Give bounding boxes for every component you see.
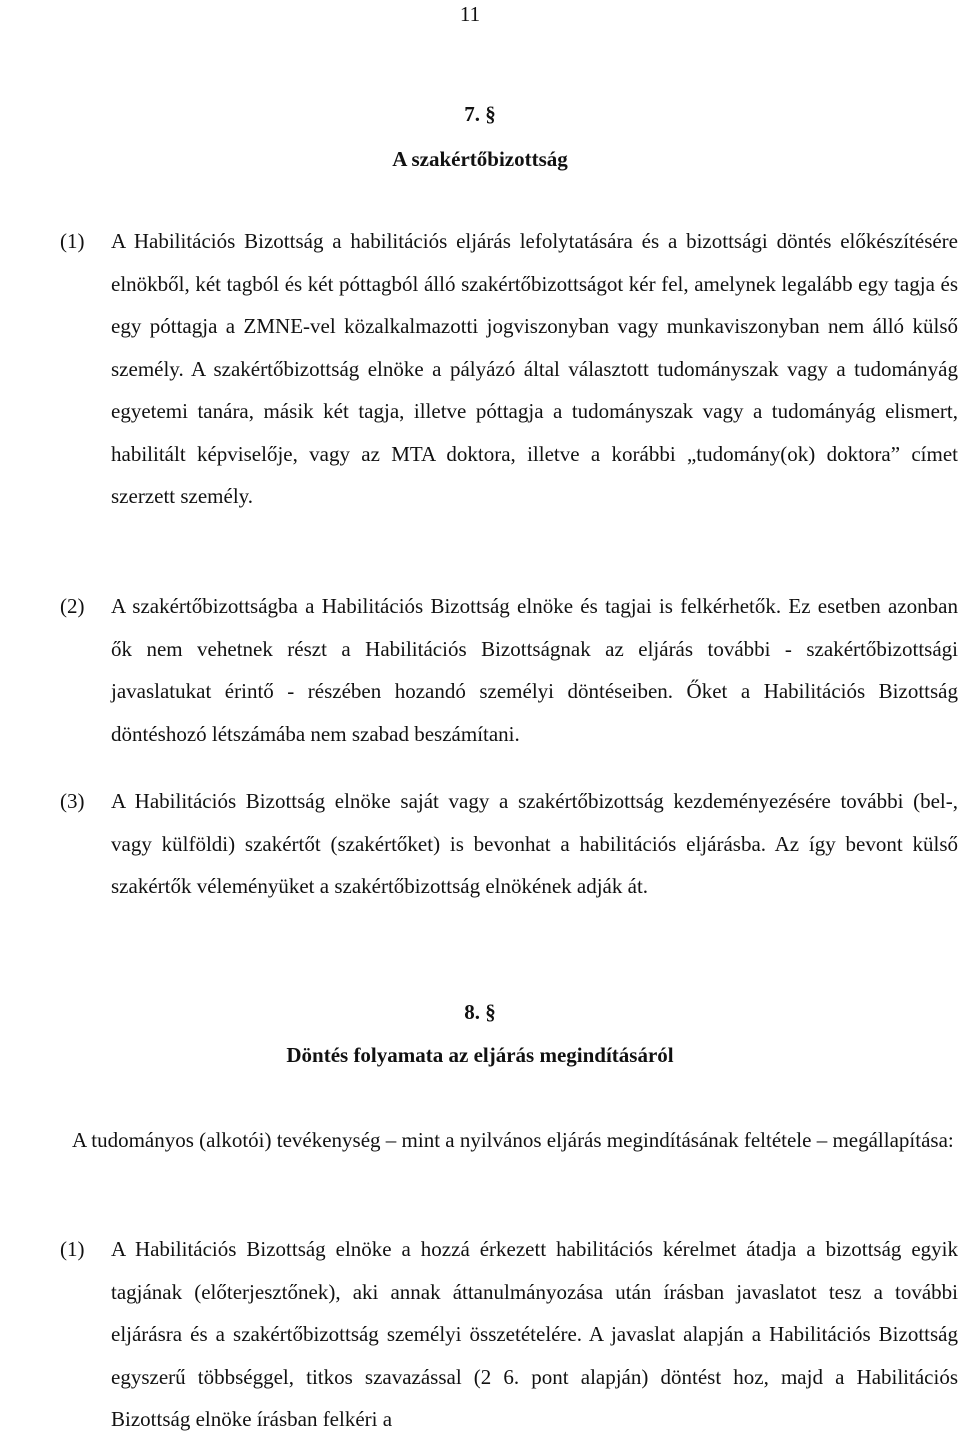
- section-7-paragraph-1: [60, 220, 958, 518]
- paragraph-number: (2): [60, 594, 85, 618]
- section-7-number: 7. §: [464, 102, 496, 126]
- section-7-paragraph-3: [60, 780, 958, 908]
- paragraph-text: A Habilitációs Bizottság a habilitációs eljárás lefolytatására és a bizottsági döntés előkészítésére elnökből, két tagból és két póttagból álló szakértőbizottságot kér fel, amelynek legalább egy tagja és egy póttagja a ZMNE-vel közalkalmazotti jogviszonyban vagy munkaviszonyban nem álló külső személy. A szakértőbizottság elnöke a pályázó által választott tudományszak vagy a tudományág egyetemi tanára, másik két tagja, illetve póttagja a tudományszak vagy a tudományág elismert, habilitált képviselője, vagy az MTA doktora, illetve a korábbi „tudomány(ok) doktora” címet szerzett személy.: [111, 229, 958, 508]
- page-number: 11: [459, 2, 481, 26]
- section-7-title: A szakértőbizottság: [392, 147, 568, 171]
- section-7-paragraph-2: [60, 585, 958, 755]
- section-8-number: 8. §: [464, 1000, 496, 1024]
- paragraph-text: A Habilitációs Bizottság elnöke a hozzá érkezett habilitációs kérelmet átadja a bizottság egyik tagjának (előterjesztőnek), aki annak áttanulmányozása után írásban javaslatot tesz a további eljárásra és a szakértőbizottság személyi összetételére. A javaslat alapján a Habilitációs Bizottság egyszerű többséggel, titkos szavazással (2 6. pont alapján) döntést hoz, majd a Habilitációs Bizottság elnöke írásban felkéri a: [111, 1237, 958, 1431]
- paragraph-text: A Habilitációs Bizottság elnöke saját vagy a szakértőbizottság kezdeményezésére további (bel-, vagy külföldi) szakértőt (szakértőket) is bevonhat a habilitációs eljárásba. Az így bevont külső szakértők véleményüket a szakértőbizottság elnökének adják át.: [111, 789, 958, 898]
- section-8-intro: A tudományos (alkotói) tevékenység – mint a nyilvános eljárás megindításának feltétele – megállapítása:: [72, 1128, 954, 1152]
- paragraph-number: (1): [60, 1237, 85, 1261]
- paragraph-number: (1): [60, 229, 85, 253]
- paragraph-number: (3): [60, 789, 85, 813]
- section-8-paragraph-1: [60, 1228, 958, 1441]
- section-8-title: Döntés folyamata az eljárás megindításáról: [286, 1043, 674, 1067]
- paragraph-text: A szakértőbizottságba a Habilitációs Bizottság elnöke és tagjai is felkérhetők. Ez esetben azonban ők nem vehetnek részt a Habilitációs Bizottságnak az eljárás további - szakértőbizottsági javaslatukat érintő - részében hozandó személyi döntéseiben. Őket a Habilitációs Bizottság döntéshozó létszámába nem szabad beszámítani.: [111, 594, 958, 746]
